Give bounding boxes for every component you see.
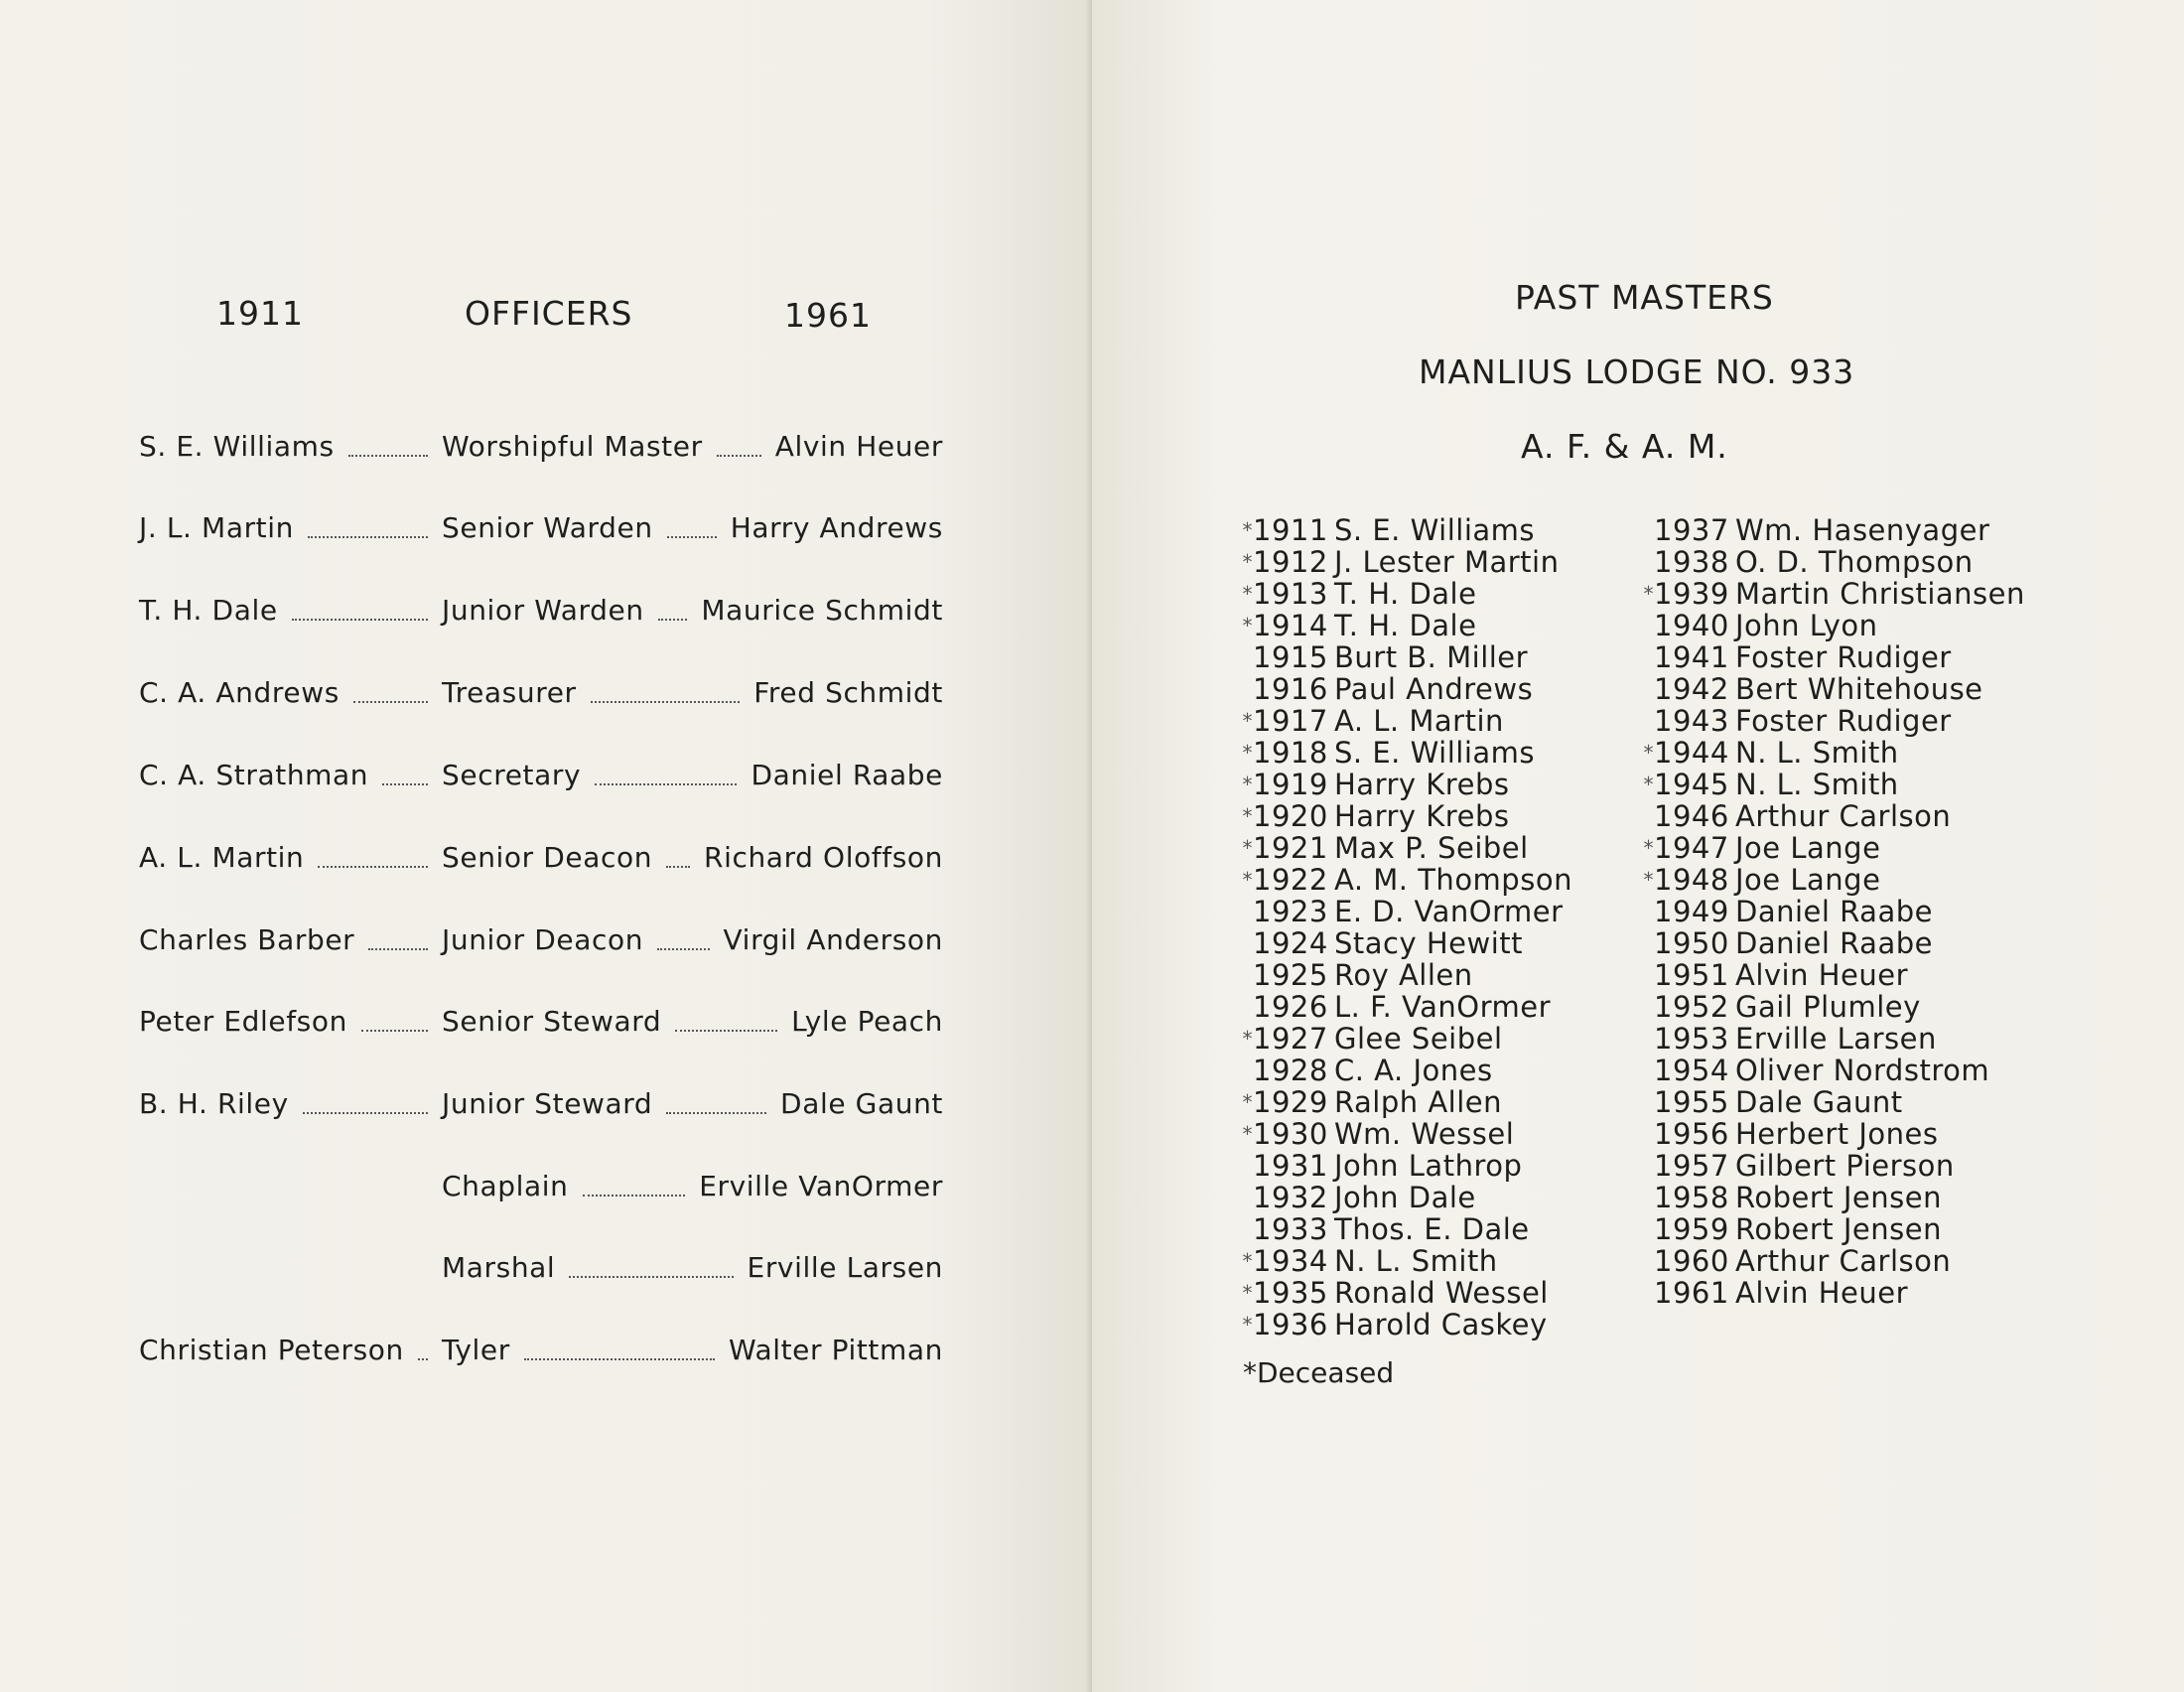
past-master-entry <box>1239 673 1572 705</box>
master-name: Robert Jensen <box>1735 1181 1942 1214</box>
dotted-leader <box>303 1112 428 1114</box>
office-title: Junior Steward <box>442 1087 653 1120</box>
officer-row <box>139 511 943 555</box>
dotted-leader <box>595 783 737 785</box>
master-name: N. L. Smith <box>1334 1244 1498 1278</box>
master-name: John Lyon <box>1735 609 1878 642</box>
master-year: 1924 <box>1253 926 1328 960</box>
officer-1961-name: Daniel Raabe <box>751 759 943 791</box>
master-year: 1912 <box>1253 545 1328 579</box>
master-year: 1927 <box>1253 1022 1328 1056</box>
master-year: 1929 <box>1253 1085 1328 1119</box>
deceased-mark: * <box>1242 1249 1253 1273</box>
past-master-entry <box>1640 546 2025 578</box>
master-name: T. H. Dale <box>1334 609 1477 642</box>
past-master-entry <box>1239 769 1572 800</box>
past-master-entry <box>1640 991 2025 1023</box>
past-masters-title: PAST MASTERS <box>1515 278 1774 317</box>
master-year: 1951 <box>1654 958 1729 992</box>
master-name: N. L. Smith <box>1735 768 1899 801</box>
office-title: Junior Warden <box>442 594 644 627</box>
dotted-leader <box>666 1112 766 1114</box>
master-name: E. D. VanOrmer <box>1334 895 1564 928</box>
officer-1911-name: S. E. Williams <box>139 430 335 463</box>
master-year: 1932 <box>1253 1181 1328 1214</box>
master-name: Gail Plumley <box>1735 990 1921 1024</box>
master-name: Max P. Seibel <box>1334 831 1529 865</box>
past-master-entry <box>1640 578 2025 610</box>
office-title: Worshipful Master <box>442 430 703 463</box>
deceased-mark: * <box>1643 582 1654 606</box>
deceased-mark: * <box>1242 582 1253 606</box>
master-year: 1949 <box>1654 895 1729 928</box>
officer-row <box>139 1005 943 1049</box>
master-name: Martin Christiansen <box>1735 577 2025 611</box>
master-year: 1957 <box>1654 1149 1729 1183</box>
deceased-mark: * <box>1242 614 1253 637</box>
dotted-leader <box>675 1030 777 1032</box>
master-year: 1960 <box>1654 1244 1729 1278</box>
master-name: J. Lester Martin <box>1334 545 1560 579</box>
master-name: Foster Rudiger <box>1735 640 1952 674</box>
past-master-entry <box>1640 641 2025 673</box>
officer-row <box>139 1251 943 1295</box>
past-master-entry <box>1239 1213 1572 1245</box>
lodge-name: MANLIUS LODGE NO. 933 <box>1419 352 1855 391</box>
past-master-entry <box>1640 800 2025 832</box>
dotted-leader <box>666 866 690 868</box>
deceased-mark: * <box>1242 1027 1253 1051</box>
officer-row <box>139 1334 943 1377</box>
past-master-entry <box>1640 705 2025 737</box>
dotted-leader <box>308 536 428 538</box>
master-year: 1911 <box>1253 513 1328 547</box>
past-master-entry <box>1640 927 2025 959</box>
master-name: Paul Andrews <box>1334 672 1534 706</box>
officer-1911-name: J. L. Martin <box>139 511 294 544</box>
past-master-entry <box>1239 737 1572 769</box>
officer-1961-name: Lyle Peach <box>791 1005 943 1038</box>
master-name: N. L. Smith <box>1735 736 1899 770</box>
master-year: 1928 <box>1253 1054 1328 1087</box>
master-name: Stacy Hewitt <box>1334 926 1524 960</box>
master-name: Foster Rudiger <box>1735 704 1952 738</box>
master-year: 1923 <box>1253 895 1328 928</box>
past-master-entry <box>1239 641 1572 673</box>
past-masters-column-2 <box>1640 514 2025 1309</box>
master-name: Joe Lange <box>1735 863 1881 897</box>
past-master-entry <box>1239 1182 1572 1213</box>
master-year: 1940 <box>1654 609 1729 642</box>
past-master-entry <box>1239 578 1572 610</box>
master-year: 1915 <box>1253 640 1328 674</box>
dotted-leader <box>583 1195 686 1197</box>
master-year: 1935 <box>1253 1276 1328 1310</box>
master-name: Robert Jensen <box>1735 1212 1942 1246</box>
past-master-entry <box>1640 769 2025 800</box>
officers-heading: OFFICERS <box>465 294 633 333</box>
dotted-leader <box>658 619 688 621</box>
master-year: 1919 <box>1253 768 1328 801</box>
past-master-entry <box>1239 959 1572 991</box>
deceased-mark: * <box>1242 804 1253 828</box>
master-name: Harold Caskey <box>1334 1308 1548 1341</box>
master-name: T. H. Dale <box>1334 577 1477 611</box>
order-name: A. F. & A. M. <box>1521 427 1728 466</box>
dotted-leader <box>353 701 428 703</box>
master-name: Joe Lange <box>1735 831 1881 865</box>
officer-1961-name: Harry Andrews <box>730 511 943 544</box>
dotted-leader <box>569 1276 733 1278</box>
master-year: 1947 <box>1654 831 1729 865</box>
dotted-leader <box>524 1358 715 1360</box>
master-name: A. M. Thompson <box>1334 863 1572 897</box>
office-title: Senior Steward <box>442 1005 662 1038</box>
master-name: Dale Gaunt <box>1735 1085 1903 1119</box>
master-name: S. E. Williams <box>1334 736 1535 770</box>
officer-1961-name: Richard Oloffson <box>704 841 943 874</box>
officer-1911-name: C. A. Strathman <box>139 759 369 791</box>
officer-1911-name: Charles Barber <box>139 923 355 956</box>
master-name: Alvin Heuer <box>1735 1276 1909 1310</box>
dotted-leader <box>382 783 428 785</box>
office-title: Senior Warden <box>442 511 653 544</box>
officer-row <box>139 841 943 885</box>
master-year: 1921 <box>1253 831 1328 865</box>
master-year: 1939 <box>1654 577 1729 611</box>
office-title: Marshal <box>442 1251 556 1284</box>
dotted-leader <box>657 948 709 950</box>
past-master-entry <box>1239 800 1572 832</box>
past-master-entry <box>1239 546 1572 578</box>
master-year: 1944 <box>1654 736 1729 770</box>
master-year: 1918 <box>1253 736 1328 770</box>
master-name: C. A. Jones <box>1334 1054 1493 1087</box>
master-year: 1941 <box>1654 640 1729 674</box>
master-name: Wm. Wessel <box>1334 1117 1515 1151</box>
office-title: Tyler <box>442 1334 510 1366</box>
master-name: Bert Whitehouse <box>1735 672 1983 706</box>
master-name: O. D. Thompson <box>1735 545 1974 579</box>
master-year: 1914 <box>1253 609 1328 642</box>
master-name: S. E. Williams <box>1334 513 1535 547</box>
past-master-entry <box>1239 1118 1572 1150</box>
master-year: 1916 <box>1253 672 1328 706</box>
past-master-entry <box>1640 737 2025 769</box>
master-year: 1945 <box>1654 768 1729 801</box>
deceased-mark: * <box>1242 1313 1253 1337</box>
dotted-leader <box>591 701 741 703</box>
master-name: Arthur Carlson <box>1735 1244 1952 1278</box>
officer-row <box>139 676 943 720</box>
master-name: Daniel Raabe <box>1735 895 1933 928</box>
deceased-mark: * <box>1242 836 1253 860</box>
past-master-entry <box>1239 610 1572 641</box>
deceased-footnote: *Deceased <box>1243 1356 1395 1389</box>
master-year: 1913 <box>1253 577 1328 611</box>
past-master-entry <box>1239 832 1572 864</box>
dotted-leader <box>348 455 428 457</box>
master-year: 1943 <box>1654 704 1729 738</box>
master-name: Thos. E. Dale <box>1334 1212 1530 1246</box>
master-name: Roy Allen <box>1334 958 1473 992</box>
officer-1961-name: Dale Gaunt <box>780 1087 943 1120</box>
master-year: 1930 <box>1253 1117 1328 1151</box>
office-title: Chaplain <box>442 1170 569 1202</box>
past-master-entry <box>1640 1182 2025 1213</box>
deceased-mark: * <box>1643 836 1654 860</box>
office-title: Treasurer <box>442 676 577 709</box>
master-year: 1934 <box>1253 1244 1328 1278</box>
deceased-mark: * <box>1242 709 1253 733</box>
officer-row <box>139 759 943 802</box>
master-name: L. F. VanOrmer <box>1334 990 1552 1024</box>
office-title: Secretary <box>442 759 582 791</box>
dotted-leader <box>318 866 428 868</box>
master-name: John Dale <box>1334 1181 1476 1214</box>
master-name: Ralph Allen <box>1334 1085 1503 1119</box>
dotted-leader <box>667 536 717 538</box>
master-name: Daniel Raabe <box>1735 926 1933 960</box>
master-year: 1952 <box>1654 990 1729 1024</box>
master-year: 1917 <box>1253 704 1328 738</box>
deceased-mark: * <box>1643 868 1654 892</box>
officer-1911-name: A. L. Martin <box>139 841 305 874</box>
officer-row <box>139 1170 943 1213</box>
master-year: 1956 <box>1654 1117 1729 1151</box>
past-master-entry <box>1640 832 2025 864</box>
master-name: Gilbert Pierson <box>1735 1149 1955 1183</box>
deceased-mark: * <box>1242 550 1253 574</box>
master-year: 1954 <box>1654 1054 1729 1087</box>
past-master-entry <box>1239 864 1572 896</box>
past-master-entry <box>1239 991 1572 1023</box>
past-master-entry <box>1239 1245 1572 1277</box>
master-name: John Lathrop <box>1334 1149 1523 1183</box>
master-year: 1946 <box>1654 799 1729 833</box>
deceased-mark: * <box>1242 1281 1253 1305</box>
past-master-entry <box>1640 673 2025 705</box>
past-master-entry <box>1640 1277 2025 1309</box>
master-name: Burt B. Miller <box>1334 640 1529 674</box>
past-master-entry <box>1239 1277 1572 1309</box>
past-master-entry <box>1239 1309 1572 1340</box>
officer-1961-name: Maurice Schmidt <box>701 594 943 627</box>
deceased-mark: * <box>1643 773 1654 796</box>
past-master-entry <box>1640 514 2025 546</box>
master-name: Erville Larsen <box>1735 1022 1937 1056</box>
master-name: Herbert Jones <box>1735 1117 1939 1151</box>
master-name: Harry Krebs <box>1334 799 1510 833</box>
master-year: 1961 <box>1654 1276 1729 1310</box>
past-master-entry <box>1640 1023 2025 1055</box>
officer-row <box>139 923 943 967</box>
master-year: 1948 <box>1654 863 1729 897</box>
officer-1961-name: Virgil Anderson <box>723 923 943 956</box>
past-masters-column-1 <box>1239 514 1572 1340</box>
past-master-entry <box>1640 1245 2025 1277</box>
dotted-leader <box>717 455 761 457</box>
officer-1911-name: C. A. Andrews <box>139 676 340 709</box>
past-master-entry <box>1640 1150 2025 1182</box>
master-name: A. L. Martin <box>1334 704 1504 738</box>
dotted-leader <box>418 1358 428 1360</box>
master-name: Arthur Carlson <box>1735 799 1952 833</box>
dotted-leader <box>292 619 428 621</box>
master-year: 1922 <box>1253 863 1328 897</box>
officer-1911-name: B. H. Riley <box>139 1087 289 1120</box>
past-master-entry <box>1239 1086 1572 1118</box>
deceased-mark: * <box>1242 1090 1253 1114</box>
officer-1911-name: Peter Edlefson <box>139 1005 347 1038</box>
master-year: 1925 <box>1253 958 1328 992</box>
past-master-entry <box>1239 705 1572 737</box>
master-year: 1937 <box>1654 513 1729 547</box>
master-year: 1936 <box>1253 1308 1328 1341</box>
master-year: 1955 <box>1654 1085 1729 1119</box>
master-year: 1931 <box>1253 1149 1328 1183</box>
officer-row <box>139 1087 943 1131</box>
year-1961-heading: 1961 <box>784 296 872 335</box>
master-name: Wm. Hasenyager <box>1735 513 1990 547</box>
master-year: 1920 <box>1253 799 1328 833</box>
dotted-leader <box>368 948 428 950</box>
deceased-mark: * <box>1242 518 1253 542</box>
deceased-mark: * <box>1242 741 1253 765</box>
past-master-entry <box>1640 610 2025 641</box>
past-master-entry <box>1239 1023 1572 1055</box>
officer-1961-name: Erville Larsen <box>747 1251 943 1284</box>
master-name: Harry Krebs <box>1334 768 1510 801</box>
past-master-entry <box>1640 864 2025 896</box>
master-year: 1938 <box>1654 545 1729 579</box>
officer-1961-name: Fred Schmidt <box>753 676 943 709</box>
deceased-mark: * <box>1242 1122 1253 1146</box>
master-year: 1953 <box>1654 1022 1729 1056</box>
officer-1911-name: T. H. Dale <box>139 594 278 627</box>
officer-1961-name: Walter Pittman <box>728 1334 943 1366</box>
deceased-mark: * <box>1242 773 1253 796</box>
officer-row <box>139 594 943 637</box>
office-title: Junior Deacon <box>442 923 644 956</box>
master-year: 1958 <box>1654 1181 1729 1214</box>
officer-1961-name: Alvin Heuer <box>774 430 943 463</box>
officer-1911-name: Christian Peterson <box>139 1334 404 1366</box>
master-name: Oliver Nordstrom <box>1735 1054 1990 1087</box>
master-name: Ronald Wessel <box>1334 1276 1549 1310</box>
master-year: 1942 <box>1654 672 1729 706</box>
officer-row <box>139 430 943 474</box>
office-title: Senior Deacon <box>442 841 653 874</box>
deceased-mark: * <box>1643 741 1654 765</box>
master-name: Alvin Heuer <box>1735 958 1909 992</box>
past-master-entry <box>1640 1213 2025 1245</box>
past-master-entry <box>1640 1086 2025 1118</box>
year-1911-heading: 1911 <box>216 294 304 333</box>
master-year: 1933 <box>1253 1212 1328 1246</box>
dotted-leader <box>361 1030 428 1032</box>
past-master-entry <box>1239 927 1572 959</box>
past-master-entry <box>1640 1055 2025 1086</box>
past-master-entry <box>1239 514 1572 546</box>
officer-1961-name: Erville VanOrmer <box>699 1170 943 1202</box>
master-name: Glee Seibel <box>1334 1022 1503 1056</box>
past-master-entry <box>1640 1118 2025 1150</box>
past-master-entry <box>1239 1055 1572 1086</box>
past-master-entry <box>1239 896 1572 927</box>
past-master-entry <box>1640 959 2025 991</box>
master-year: 1926 <box>1253 990 1328 1024</box>
master-year: 1950 <box>1654 926 1729 960</box>
past-master-entry <box>1640 896 2025 927</box>
past-master-entry <box>1239 1150 1572 1182</box>
master-year: 1959 <box>1654 1212 1729 1246</box>
deceased-mark: * <box>1242 868 1253 892</box>
